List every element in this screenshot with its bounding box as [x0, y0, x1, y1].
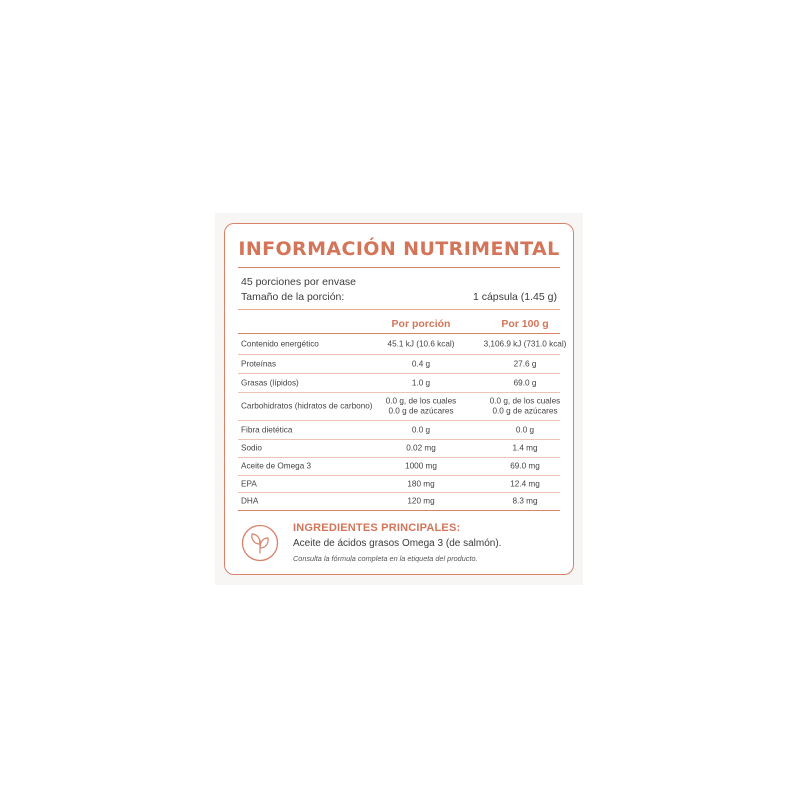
header-per-serving: Por porción — [391, 318, 451, 330]
value-per-100g: 12.4 mg — [510, 478, 540, 488]
value-line: 0.0 g, de los cuales — [385, 396, 457, 406]
header-per-100g: Por 100 g — [501, 318, 549, 330]
value-per-100g: 8.3 mg — [512, 495, 538, 505]
value-per-100g: 0.0 g — [515, 424, 535, 434]
nutrient-name: Contenido energético — [241, 339, 319, 349]
value-per-serving: 180 mg — [407, 478, 435, 488]
value-per-serving: 1.0 g — [411, 377, 431, 387]
value-per-100g: 69.0 mg — [510, 461, 540, 471]
nutrient-name: DHA — [241, 496, 259, 505]
value-per-serving: 1000 mg — [405, 461, 437, 471]
label-title: INFORMACIÓN NUTRIMENTAL — [238, 238, 560, 260]
value-per-serving: 45.1 kJ (10.6 kcal) — [387, 339, 455, 349]
ingredients-note: Consulta la fórmula completa en la etiqueta del producto. — [293, 554, 478, 563]
value-per-100g — [470, 397, 580, 416]
nutrient-name: Sodio — [241, 443, 262, 453]
value-per-serving: 0.0 g — [411, 424, 431, 434]
serving-size-value: 1 cápsula (1.45 g) — [472, 291, 557, 303]
value-per-serving: 120 mg — [407, 495, 435, 505]
value-per-serving — [366, 397, 476, 416]
nutrient-name: Grasas (lípidos) — [241, 378, 299, 387]
leaf-icon — [241, 524, 279, 562]
nutrition-label — [224, 223, 574, 575]
nutrient-name: Aceite de Omega 3 — [241, 461, 312, 471]
nutrient-name: EPA — [241, 479, 257, 488]
table-row — [238, 392, 560, 421]
table-row — [238, 439, 560, 458]
nutrient-name: Proteínas — [241, 359, 277, 368]
table-row — [238, 334, 567, 355]
table-row — [238, 475, 560, 493]
title-divider — [238, 267, 560, 268]
value-line: 0.0 g, de los cuales — [489, 396, 561, 406]
value-line: 0.0 g de azúcares — [492, 406, 558, 415]
table-row — [238, 457, 560, 476]
table-row — [238, 354, 560, 374]
nutrient-name: Carbohidratos (hidratos de carbono) — [241, 401, 373, 411]
value-per-100g: 1.4 mg — [512, 443, 538, 453]
table-row — [238, 373, 560, 393]
ingredients-text: Aceite de ácidos grasos Omega 3 (de salmón). — [293, 538, 502, 549]
value-per-serving: 0.4 g — [411, 358, 431, 368]
value-per-100g: 3,106.9 kJ (731.0 kcal) — [483, 339, 567, 349]
serving-size-label: Tamaño de la porción: — [241, 291, 345, 303]
table-row — [238, 492, 560, 509]
ingredients-title: INGREDIENTES PRINCIPALES: — [293, 522, 461, 534]
table-row — [238, 420, 560, 440]
value-per-serving: 0.02 mg — [406, 443, 436, 453]
nutrient-name: Fibra dietética — [241, 425, 293, 434]
servings-per-container: 45 porciones por envase — [241, 276, 356, 288]
table-bottom-divider — [238, 510, 560, 511]
value-per-100g: 69.0 g — [513, 377, 537, 387]
serving-divider — [238, 309, 560, 310]
value-per-100g: 27.6 g — [513, 358, 537, 368]
value-line: 0.0 g de azúcares — [388, 406, 454, 415]
